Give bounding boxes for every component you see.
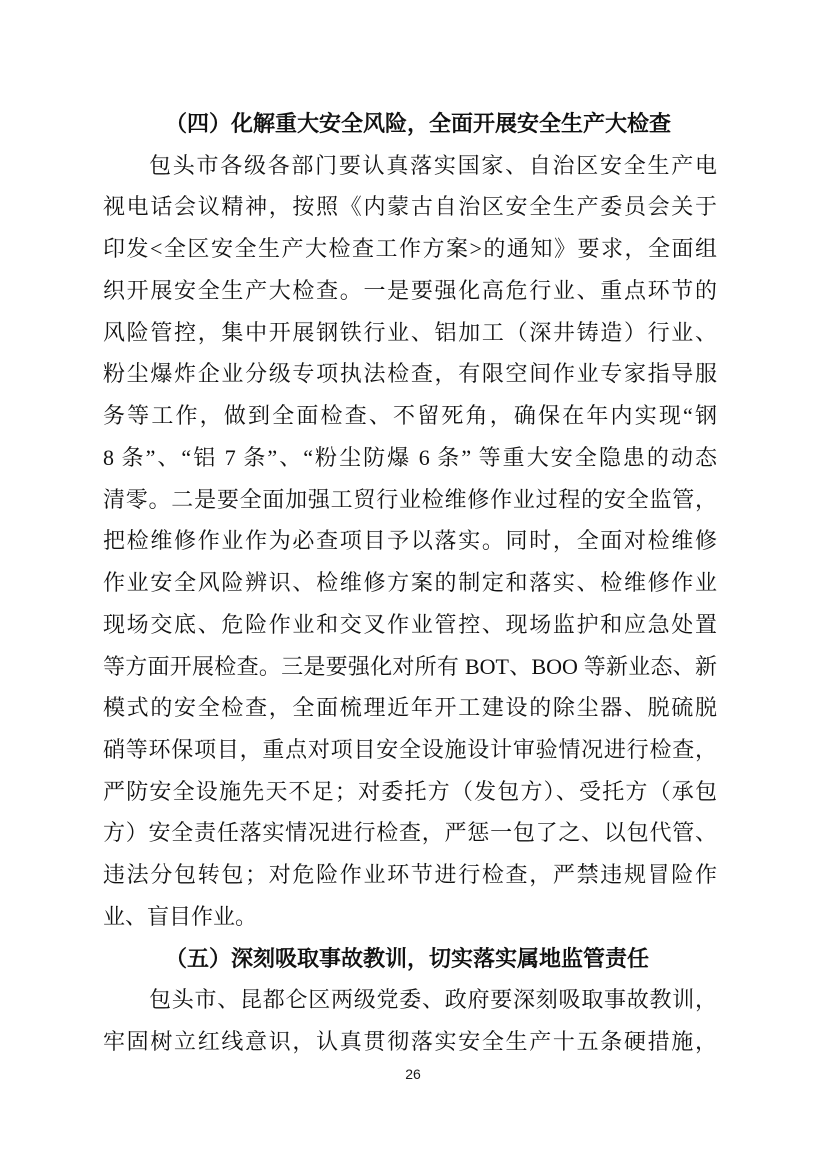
body-line: 违法分包转包；对危险作业环节进行检查，严禁违规冒险作 — [103, 862, 717, 888]
page-number: 26 — [405, 1066, 421, 1082]
document-body — [103, 103, 717, 1063]
body-line: 作业安全风险辨识、检维修方案的制定和落实、检维修作业 — [103, 570, 717, 596]
body-line: 牢固树立红线意识，认真贯彻落实安全生产十五条硬措施， — [103, 1029, 717, 1055]
section-heading-5: （五）深刻吸取事故教训，切实落实属地监管责任 — [165, 945, 650, 971]
body-line: 8 条”、“铝 7 条”、“粉尘防爆 6 条” 等重大安全隐患的动态 — [103, 444, 717, 470]
body-line: 现场交底、危险作业和交叉作业管控、现场监护和应急处置 — [103, 611, 717, 637]
body-line: 视电话会议精神，按照《内蒙古自治区安全生产委员会关于 — [103, 194, 717, 220]
body-line: 包头市、昆都仑区两级党委、政府要深刻吸取事故教训， — [149, 987, 717, 1013]
body-line: 模式的安全检查，全面梳理近年开工建设的除尘器、脱硫脱 — [103, 695, 717, 721]
body-line: 包头市各级各部门要认真落实国家、自治区安全生产电 — [149, 152, 717, 178]
body-line: 硝等环保项目，重点对项目安全设施设计审验情况进行检查， — [103, 737, 717, 763]
body-line: 方）安全责任落实情况进行检查，严惩一包了之、以包代管、 — [103, 820, 717, 846]
body-line: 严防安全设施先天不足；对委托方（发包方）、受托方（承包 — [103, 778, 717, 804]
section-heading-4: （四）化解重大安全风险，全面开展安全生产大检查 — [165, 111, 672, 136]
body-line: 风险管控，集中开展钢铁行业、铝加工（深井铸造）行业、 — [103, 319, 717, 345]
body-line: 等方面开展检查。三是要强化对所有 BOT、BOO 等新业态、新 — [103, 653, 717, 679]
body-line: 清零。二是要全面加强工贸行业检维修作业过程的安全监管， — [103, 486, 717, 512]
body-line: 印发<全区安全生产大检查工作方案>的通知》要求，全面组 — [103, 236, 717, 262]
body-line: 业、盲目作业。 — [103, 903, 258, 929]
body-line: 把检维修作业作为必查项目予以落实。同时，全面对检维修 — [103, 528, 717, 554]
body-line: 织开展安全生产大检查。一是要强化高危行业、重点环节的 — [103, 277, 717, 303]
body-line: 粉尘爆炸企业分级专项执法检查，有限空间作业专家指导服 — [103, 361, 717, 387]
body-line: 务等工作，做到全面检查、不留死角，确保在年内实现“钢 — [103, 403, 717, 429]
